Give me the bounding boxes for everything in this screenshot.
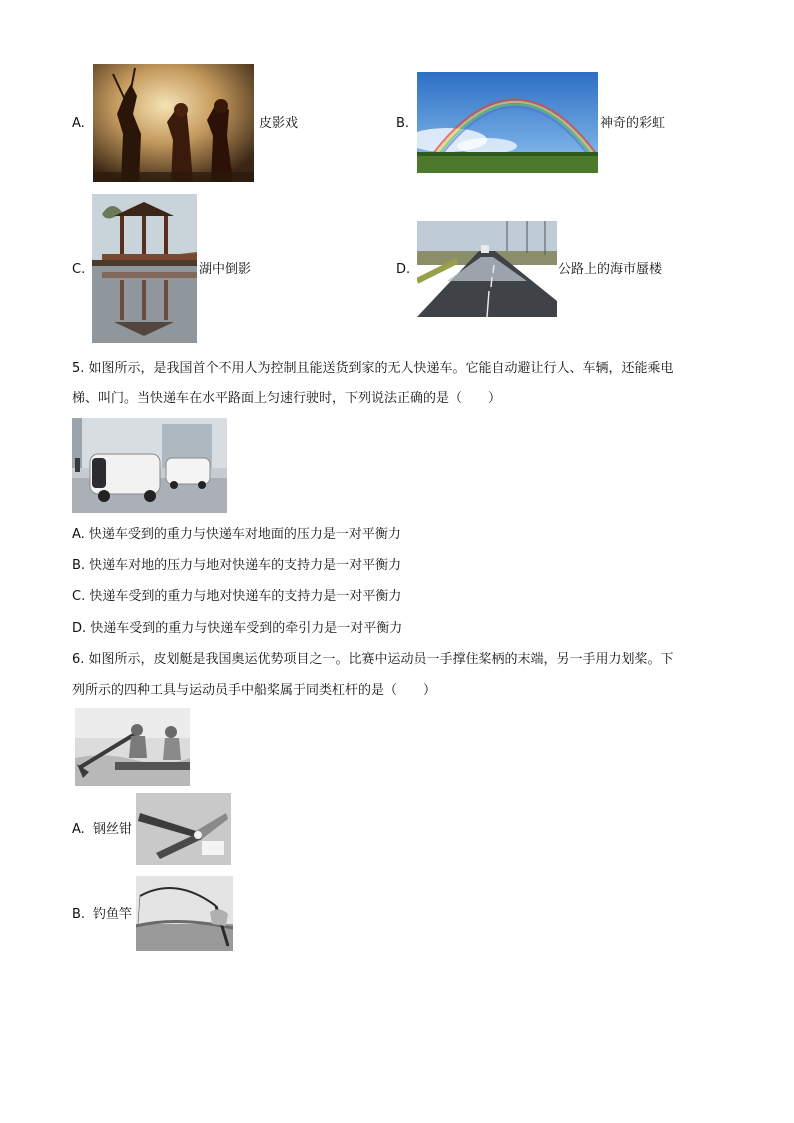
option-b-label: 神奇的彩虹	[600, 116, 666, 131]
q6-stem-line2: 列所示的四种工具与运动员手中船桨属于同类杠杆的是（ ）	[72, 683, 437, 698]
q6-option-a-label: 钢丝钳	[93, 822, 133, 837]
q5-option-d: D. 快递车受到的重力与快递车受到的牵引力是一对平衡力	[72, 621, 403, 636]
option-a-label: 皮影戏	[259, 116, 299, 131]
q5-stem-line2: 梯、叫门。当快递车在水平路面上匀速行驶时，下列说法正确的是（ ）	[72, 391, 502, 406]
shadow-puppet-image	[93, 64, 254, 182]
option-c-letter: C.	[72, 262, 86, 277]
kayak-rowers-image	[75, 708, 190, 786]
q5-option-b: B. 快递车对地的压力与地对快递车的支持力是一对平衡力	[72, 558, 402, 573]
option-d-letter: D.	[396, 262, 411, 277]
pliers-image	[136, 793, 231, 865]
option-a-letter: A.	[72, 116, 85, 131]
q6-stem-line1: 6. 如图所示，皮划艇是我国奥运优势项目之一。比赛中运动员一手撑住桨柄的末端，另一手用力划桨。下	[72, 652, 674, 667]
road-mirage-image	[417, 221, 557, 317]
option-b-letter: B.	[396, 116, 410, 131]
q6-option-a-letter: A.	[72, 822, 85, 837]
q6-option-b-letter: B.	[72, 907, 86, 922]
option-d-label: 公路上的海市蜃楼	[558, 262, 663, 277]
delivery-vehicle-image	[72, 418, 227, 513]
fishing-rod-image	[136, 876, 233, 951]
q6-option-b-label: 钓鱼竿	[93, 907, 133, 922]
option-c-label: 湖中倒影	[199, 262, 252, 277]
lake-reflection-image	[92, 194, 197, 343]
q5-option-c: C. 快递车受到的重力与地对快递车的支持力是一对平衡力	[72, 589, 402, 604]
q5-option-a: A. 快递车受到的重力与快递车对地面的压力是一对平衡力	[72, 527, 401, 542]
rainbow-image	[417, 72, 598, 173]
q5-stem-line1: 5. 如图所示，是我国首个不用人为控制且能送货到家的无人快递车。它能自动避让行人、车辆，还能乘电	[72, 361, 674, 376]
